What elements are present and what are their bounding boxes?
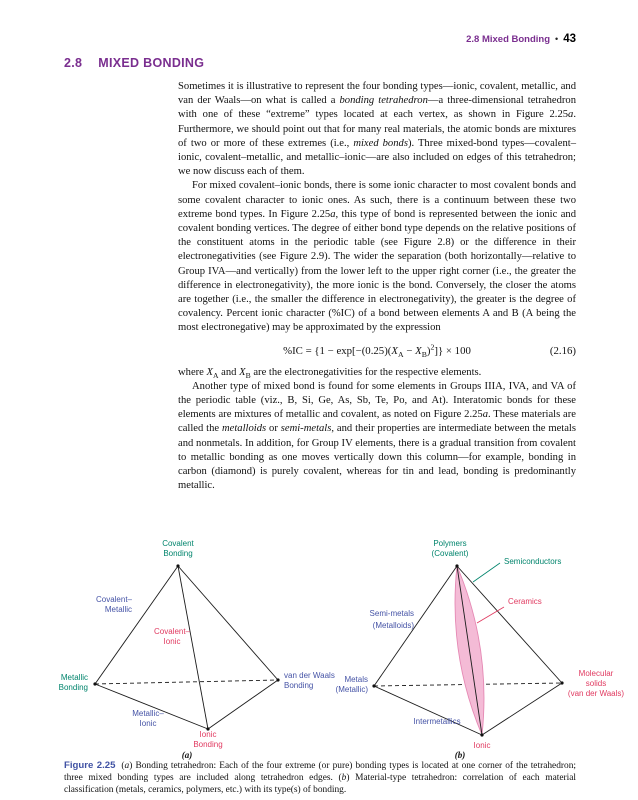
van-der-waals-bonding-label: van der Waals: [284, 671, 335, 680]
vertex-metals: [372, 684, 375, 687]
paragraph-4: Another type of mixed bond is found for some elements in Groups IIIA, IVA, and VA of the periodic table (viz., B, Si, Ge, As, Sb, Te, Po, and At). Interatomic bonds for these elements are mixtures of metallic and covalent, as noted on Figure 2.25a. These materials are called the metalloids or semi-metals, and their properties are intermediate between the metals and nonmetals. In addition, for Group IV elements, there is a gradual transition from covalent to metallic bonding as one moves vertically down this column—for example, bonding in carbon (diamond) is purely covalent, whereas for tin and lead, bonding is predominantly metallic.: [178, 380, 576, 492]
running-head-section: 2.8 Mixed Bonding: [466, 34, 551, 45]
bonding-tetrahedron-diagram-a: [52, 530, 340, 762]
edge-metallic-vanderwaals: [95, 680, 278, 684]
covalent-ionic-label: Covalent–: [153, 627, 191, 636]
vertex-covalent: [176, 564, 179, 567]
running-head: [466, 33, 576, 45]
edge-ionic-vanderwaals: [208, 680, 278, 729]
metallic-bonding-label-line2: Bonding: [58, 683, 88, 692]
section-title: MIXED BONDING: [98, 56, 205, 70]
edge-ionic-molecular: [482, 683, 562, 735]
semi-metals-label: Semi-metals: [369, 609, 414, 618]
subfigure-label-b: (b): [454, 750, 466, 760]
molecular-solids-label-line3: (van der Waals): [567, 689, 625, 698]
paragraph-3: where $X_A$ and $X_B$ are the electronegativities for the respective elements.: [178, 366, 482, 380]
figure-caption-label: Figure 2.25: [64, 760, 116, 771]
paragraph-2: For mixed covalent–ionic bonds, there is some ionic character to most covalent bonds and some covalent character to ionic ones. As such, there is a continuum between these two extreme bond types. In Figure 2.25a, this type of bond is represented between the ionic and covalent bonding vertices. The degree of either bond type depends on the relative positions of the constituent atoms in the periodic table (see Figure 2.8) or the difference in their electronegativities (see Figure 2.9). The wider the separation (both horizontally—relative to Group IVA—and vertically) from the lower left to the upper right corner (i.e., the greater the difference in electronegativity), the more ionic is the bond. Conversely, the closer the atoms are together (i.e., the smaller the difference in electronegativity), the greater is the degree of covalency. Percent ionic character (%IC) of a bond between elements A and B (A being the most electronegative) may be approximated by the expression: [178, 180, 576, 334]
intermetallics-label: Intermetallics: [413, 717, 461, 726]
ionic-label-b: Ionic: [473, 741, 491, 750]
vertex-ionic-b: [480, 733, 483, 736]
edge-covalent-ionic: [178, 566, 208, 729]
paragraph-1: Sometimes it is illustrative to represent the four bonding types—ionic, covalent, metallic, and van der Waals—on what is called a bonding tetrahedron—a three-dimensional tetrahedron with one of these “extreme” types located at each vertex, as shown in Figure 2.25a. Furthermore, we should point out that for many real materials, the atomic bonds are mixtures of two or more of these extremes (i.e., mixed bonds). Three mixed-bond types—covalent–ionic, covalent–metallic, and metallic–ionic—are also included on edges of this tetrahedron; we now discuss each of them.: [178, 81, 576, 178]
covalent-bonding-label-line2: Bonding: [163, 549, 193, 558]
metallic-bonding-label: Metallic: [60, 673, 88, 682]
page-number: 43: [563, 33, 576, 45]
metals-label: Metals: [344, 675, 368, 684]
vertex-vanderwaals: [276, 678, 279, 681]
section-number: 2.8: [64, 56, 83, 70]
material-type-tetrahedron-diagram-b: [332, 530, 632, 762]
edge-covalent-metallic: [95, 566, 178, 684]
polymers-label-line2: (Covalent): [431, 549, 469, 558]
figure-caption-text: (a) Bonding tetrahedron: Each of the four extreme (or pure) bonding types is located at one corner of the tetrahedron; three mixed bonding types are included along tetrahedron edges. (b) Material-type tetrahedron: correlation of each material classification (metals, ceramics, polymers, etc.) with its type(s) of bonding.: [64, 761, 576, 796]
metallic-ionic-label: Metallic–: [132, 709, 164, 718]
ceramics-label: Ceramics: [508, 597, 542, 606]
semiconductors-label: Semiconductors: [504, 557, 562, 566]
equation-2-16: [178, 344, 576, 358]
covalent-metallic-label: Covalent–: [95, 595, 132, 604]
body-text-column: [178, 80, 576, 493]
figure-2-25: [0, 530, 638, 762]
vertex-molecular-solids: [560, 681, 563, 684]
section-heading: [64, 56, 204, 70]
covalent-ionic-label-line2: Ionic: [163, 637, 181, 646]
van-der-waals-bonding-label-line2: Bonding: [284, 681, 314, 690]
ceramics-pointer-line: [477, 607, 504, 623]
edge-covalent-vanderwaals: [178, 566, 278, 680]
vertex-polymers: [455, 564, 458, 567]
equation-expression: $\%IC = \{1 - \exp[-(0.25)(X_A - X_B)^2]\} \times 100$: [283, 342, 471, 359]
equation-number: (2.16): [549, 344, 576, 357]
semiconductors-pointer-line: [473, 563, 500, 582]
molecular-solids-label-line2: solids: [585, 679, 607, 688]
covalent-bonding-label: Covalent: [162, 539, 194, 548]
running-head-separator: •: [555, 34, 559, 44]
subfigure-label-a: (a): [181, 750, 193, 760]
figure-caption: [64, 760, 576, 797]
covalent-metallic-label-line2: Metallic: [104, 605, 132, 614]
vertex-metallic: [93, 682, 96, 685]
ionic-bonding-label: Ionic: [199, 730, 217, 739]
polymers-label: Polymers: [433, 539, 467, 548]
semi-metals-label-line2: (Metalloids): [372, 621, 414, 630]
molecular-solids-label: Molecular: [578, 669, 614, 678]
metallic-ionic-label-line2: Ionic: [139, 719, 157, 728]
ionic-bonding-label-line2: Bonding: [193, 740, 223, 749]
metals-label-line2: (Metallic): [335, 685, 368, 694]
edge-metals-ionic: [374, 686, 482, 735]
